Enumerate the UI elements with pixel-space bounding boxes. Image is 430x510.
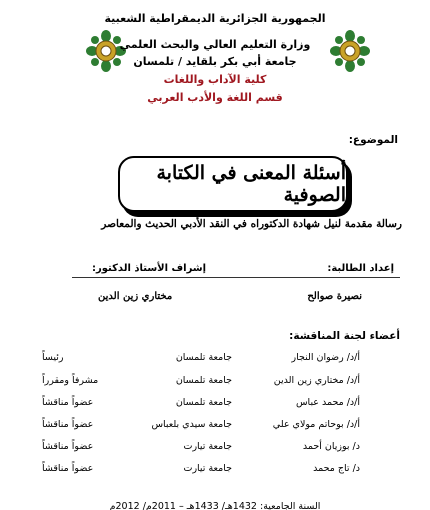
member-role: رئيساً bbox=[42, 352, 64, 363]
committee-row bbox=[40, 397, 380, 413]
member-university: جامعة سيدي بلعباس bbox=[151, 419, 232, 430]
thesis-subtitle: رسالة مقدمة لنيل شهادة الدكتوراه في النقد الأدبي الحديث والمعاصر bbox=[101, 218, 402, 230]
ministry-name: وزارة التعليم العالي والبحث العلمي bbox=[119, 38, 311, 51]
committee-row bbox=[40, 375, 380, 391]
committee-row bbox=[40, 441, 380, 457]
member-name: أ/د/ رضوان النجار bbox=[291, 352, 360, 363]
university-name: جامعة أبي بكر بلقايد / تلمسان bbox=[133, 55, 297, 68]
committee-row bbox=[40, 352, 380, 368]
member-name: أ/د/ مختاري زين الدين bbox=[273, 375, 360, 386]
student-name: نصيرة صوالح bbox=[307, 291, 362, 302]
member-university: جامعة تلمسان bbox=[175, 375, 232, 386]
member-university: جامعة تلمسان bbox=[175, 397, 232, 408]
member-role: عضواً مناقشاً bbox=[42, 463, 94, 474]
supervisor-name: مختاري زين الدين bbox=[98, 291, 173, 302]
member-role: عضواً مناقشاً bbox=[42, 397, 94, 408]
member-name: أ/د/ بوحاتم مولاي علي bbox=[272, 419, 360, 430]
member-name: د/ تاج محمد bbox=[313, 463, 360, 474]
committee-row bbox=[40, 463, 380, 479]
member-role: عضواً مناقشاً bbox=[42, 441, 94, 452]
member-university: جامعة تيارت bbox=[183, 441, 232, 452]
member-role: مشرفاً ومقرراً bbox=[42, 375, 99, 386]
thesis-title-box bbox=[118, 156, 348, 212]
topic-label: الموضوع: bbox=[348, 134, 398, 146]
member-role: عضواً مناقشاً bbox=[42, 419, 94, 430]
department-name: قسم اللغة والأدب العربي bbox=[147, 91, 283, 104]
committee-row bbox=[40, 419, 380, 435]
authorship-divider bbox=[72, 277, 400, 278]
prepared-by-label: إعداد الطالبة: bbox=[327, 263, 394, 274]
committee-heading: أعضاء لجنة المناقشة: bbox=[289, 330, 400, 342]
republic-name: الجمهورية الجزائرية الديمقراطية الشعبية bbox=[104, 12, 326, 25]
member-name: أ/د/ محمد عباس bbox=[295, 397, 360, 408]
member-name: د/ بوزيان أحمد bbox=[302, 441, 360, 452]
member-university: جامعة تيارت bbox=[183, 463, 232, 474]
faculty-name: كلية الآداب واللغات bbox=[163, 73, 267, 86]
academic-year: السنة الجامعية: 1432هـ/ 1433هـ – 2011م/ 2012م bbox=[109, 501, 321, 510]
member-university: جامعة تلمسان bbox=[175, 352, 232, 363]
supervisor-label: إشراف الأستاذ الدكتور: bbox=[92, 263, 207, 274]
thesis-title: أسئلة المعنى في الكتابة الصوفية bbox=[156, 162, 346, 206]
